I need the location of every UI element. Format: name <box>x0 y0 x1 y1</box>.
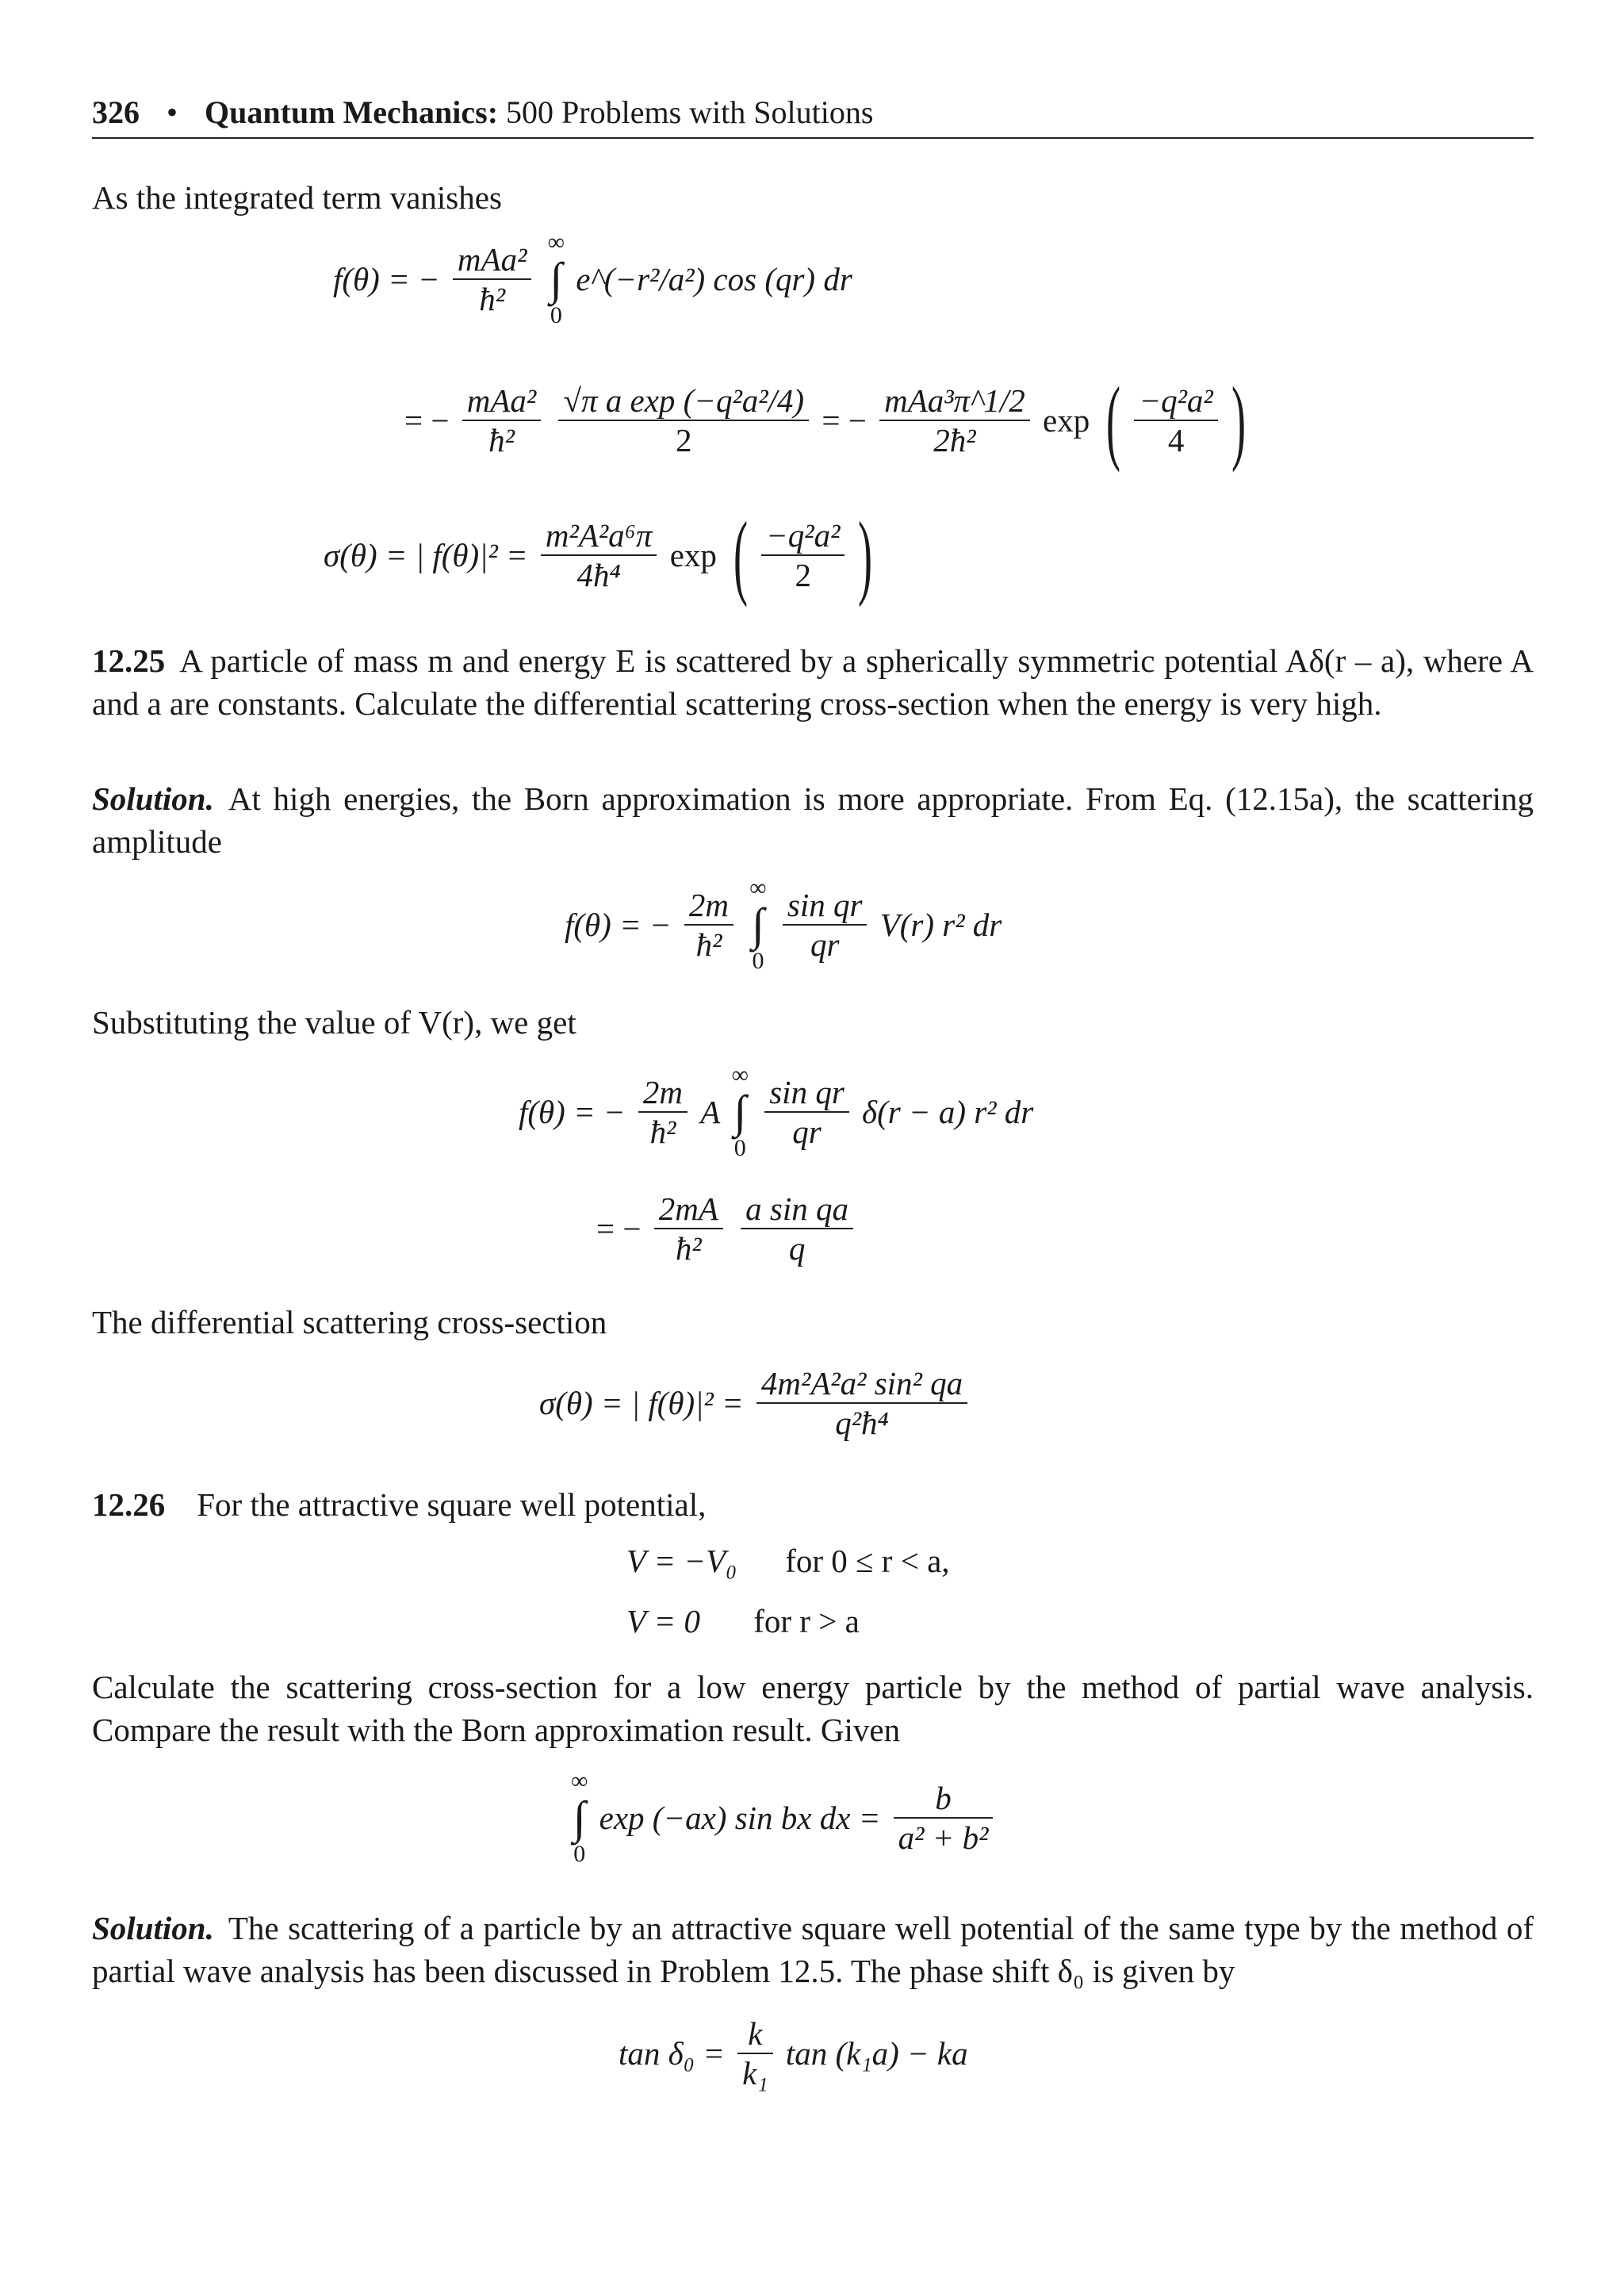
eq-lhs: f(θ) = − <box>333 261 440 297</box>
equation-given-integral: ∞ ∫ 0 exp (−ax) sin bx dx = $\frac{b}{\text{a² + b²}}$ <box>568 1769 998 1867</box>
potential-line-2: V = 0 for r > a <box>626 1603 860 1639</box>
fraction: $\frac{\text{mAa²}}{\text{ħ²}}$ <box>453 240 531 318</box>
intro-line: As the integrated term vanishes <box>92 179 502 216</box>
integral-sign: ∞ ∫ 0 <box>749 875 767 974</box>
integrand: e^(−r²/a²) cos (qr) dr <box>576 261 852 297</box>
diff-cs-line: The differential scattering cross-section <box>92 1304 607 1340</box>
page-header <box>92 94 873 131</box>
equation-born-amplitude: f(θ) = − $\frac{2m}{\text{ħ²}}$ ∞ ∫ 0 $\frac{\text{sin qr}}{qr}$ V(r) r² dr <box>565 875 1002 974</box>
potential-line-1: V = −V₀ for 0 ≤ r < a, <box>626 1543 950 1579</box>
integral-sign: ∞ ∫ 0 <box>731 1062 749 1161</box>
equation-sigma-gaussian: σ(θ) = | f(θ)|² = $\frac{\text{m²A²a⁶π}}{\text{4ħ⁴}}$ exp ( $\frac{\text{−q²a²}}{2}$ ) <box>324 502 873 608</box>
calc-text: Calculate the scattering cross-section for a low energy particle by the method of partial wave analysis. Compare the result with the Born approximation result. Given <box>92 1669 1534 1748</box>
problem-12-25: 12.25 A particle of mass m and energy E is scattered by a spherically symmetric potential Aδ(r – a), where A and a are constants. Calculate the differential scattering cross-section when the energy is very high. <box>92 642 1534 722</box>
equation-substituted-result: = − $\frac{2mA}{\text{ħ²}}$ $\frac{\text{a sin qa}}{q}$ <box>596 1190 858 1267</box>
solution-12-26: Solution. The scattering of a particle by an attractive square well potential of the same type by the method of partial wave analysis has been discussed in Problem 12.5. The phase shift δ₀ is given by <box>92 1910 1534 1989</box>
book-title-rest: 500 Problems with Solutions <box>506 94 874 130</box>
problem-12-26: 12.26 For the attractive square well potential, <box>92 1486 707 1523</box>
header-rule <box>92 137 1534 139</box>
book-title-bold: Quantum Mechanics: <box>205 94 499 130</box>
equation-phase-shift: tan δ₀ = $\frac{k}{\text{k₁}}$ tan (k₁a) − ka <box>619 2015 968 2091</box>
page-number: 326 <box>92 94 140 130</box>
equation-sigma-delta: σ(θ) = | f(θ)|² = $\frac{\text{4m²A²a² sin² qa}}{\text{q²ħ⁴}}$ <box>539 1364 972 1442</box>
equation-substituted: f(θ) = − $\frac{2m}{\text{ħ²}}$ A ∞ ∫ 0 $\frac{\text{sin qr}}{qr}$ δ(r − a) r² dr <box>519 1062 1034 1161</box>
equation-f-result: = − $\frac{\text{mAa²}}{\text{ħ²}}$ $\frac{\text{√π a exp (−q²a²/4)}}{2}$ = − $\frac{\text{mAa³π\textasciicircum{}1/2}}{\text{2ħ²}}$ exp ( $\frac{\text{−q²a²}}{4}$ ) <box>404 367 1246 473</box>
integral-sign: ∞ ∫ 0 <box>547 229 565 328</box>
solution-12-25: Solution. At high energies, the Born approximation is more appropriate. From Eq. (12.15a), the scattering amplitude <box>92 780 1534 860</box>
header-bullet: • <box>167 94 178 130</box>
equation-f-integral <box>333 230 852 328</box>
substituting-line: Substituting the value of V(r), we get <box>92 1004 576 1041</box>
integral-sign: ∞ ∫ 0 <box>571 1768 588 1867</box>
